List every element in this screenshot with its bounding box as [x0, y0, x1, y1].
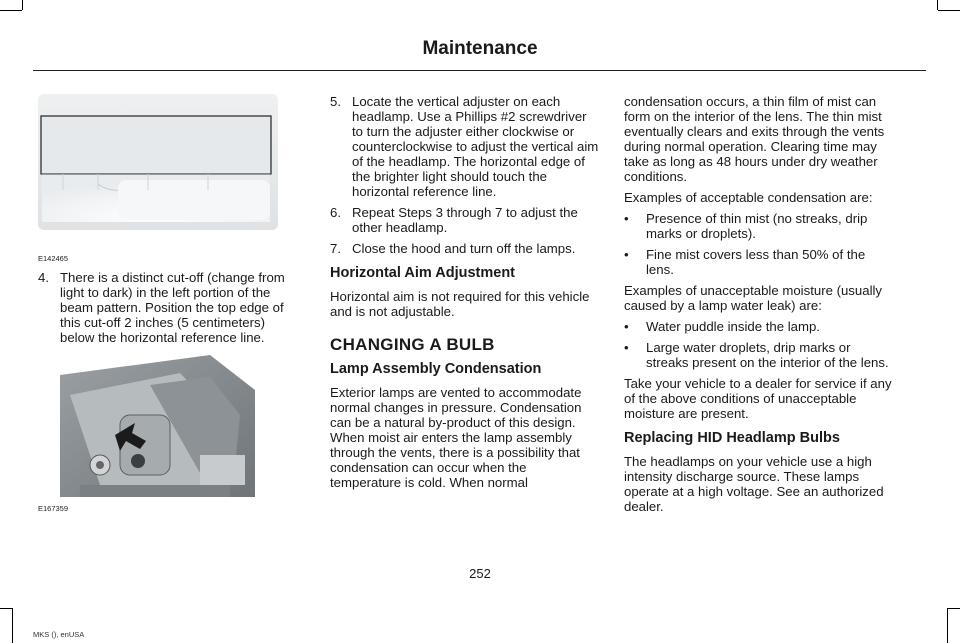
heading-changing-bulb: CHANGING A BULB — [330, 335, 495, 354]
figure-id: E167359 — [38, 504, 69, 513]
beam-pattern-figure — [38, 94, 278, 230]
step-text: Close the hood and turn off the lamps. — [352, 241, 576, 256]
bullet: • — [624, 247, 629, 262]
footer-text: MKS (), enUSA — [33, 630, 85, 639]
bullet-text: Presence of thin mist (no streaks, drip marks or droplets). — [646, 211, 868, 241]
step-number: 6. — [330, 205, 341, 220]
step-text: Repeat Steps 3 through 7 to adjust the other headlamp. — [352, 205, 578, 235]
header-rule — [33, 70, 926, 71]
step-number: 4. — [38, 270, 49, 285]
column-right — [624, 94, 896, 520]
step-text: Locate the vertical adjuster on each headlamp. Use a Phillips #2 screwdriver to turn the adjuster either clockwise or counterclockwise to adjust the vertical aim of the headlamp. The horizontal edge of the brighter light should touch the horizontal reference line. — [352, 94, 599, 199]
list-item — [624, 247, 896, 277]
crop-mark — [938, 10, 960, 11]
crop-mark — [22, 0, 23, 10]
heading-hid-bulbs: Replacing HID Headlamp Bulbs — [624, 430, 840, 446]
step-4 — [38, 270, 300, 345]
heading-condensation: Lamp Assembly Condensation — [330, 361, 542, 377]
list-item — [624, 211, 896, 241]
step-6 — [330, 205, 600, 235]
step-number: 5. — [330, 94, 341, 109]
page-title: Maintenance — [422, 38, 538, 59]
page-number: 252 — [469, 566, 491, 581]
paragraph: Examples of acceptable condensation are: — [624, 190, 873, 205]
paragraph: Take your vehicle to a dealer for service if any of the above conditions of unacceptable moisture are present. — [624, 376, 892, 421]
bullet-text: Large water droplets, drip marks or streaks present on the interior of the lens. — [646, 340, 889, 370]
paragraph: condensation occurs, a thin film of mist can form on the interior of the lens. The thin mist eventually clears and exits through the vents during normal operation. Clearing time may take as long as 48 hours under dry weather conditions. — [624, 94, 885, 184]
bullet-text: Water puddle inside the lamp. — [646, 319, 820, 334]
paragraph: Exterior lamps are vented to accommodate normal changes in pressure. Condensation can be a natural by-product of this design. When moist air enters the lamp assembly through the vents, there is a possibility that condensation can occur when the temperature is cold. When normal — [330, 385, 582, 490]
crop-mark — [0, 10, 22, 11]
heading-horizontal-aim: Horizontal Aim Adjustment — [330, 265, 516, 281]
step-number: 7. — [330, 241, 341, 256]
step-7 — [330, 241, 600, 256]
figure-id: E142465 — [38, 254, 69, 263]
step-text: There is a distinct cut-off (change from light to dark) in the left portion of the beam pattern. Position the top edge of this cut-off 2 inches (5 centimeters) below the horizontal reference line. — [60, 270, 285, 345]
crop-mark — [948, 608, 960, 609]
bullet: • — [624, 340, 629, 355]
bullet-text: Fine mist covers less than 50% of the lens. — [646, 247, 866, 277]
crop-mark — [0, 608, 12, 609]
bullet: • — [624, 211, 629, 226]
list-item — [624, 340, 896, 370]
paragraph: The headlamps on your vehicle use a high intensity discharge source. These lamps operate at a high voltage. See an authorized dealer. — [624, 454, 884, 514]
column-middle — [330, 94, 600, 496]
crop-mark — [937, 0, 938, 10]
column-left — [38, 270, 300, 351]
step-5 — [330, 94, 600, 199]
adjuster-figure — [60, 355, 260, 497]
paragraph: Horizontal aim is not required for this vehicle and is not adjustable. — [330, 289, 590, 319]
bullet: • — [624, 319, 629, 334]
crop-mark — [947, 608, 948, 643]
paragraph: Examples of unacceptable moisture (usually caused by a lamp water leak) are: — [624, 283, 883, 313]
crop-mark — [12, 608, 13, 643]
list-item — [624, 319, 896, 334]
